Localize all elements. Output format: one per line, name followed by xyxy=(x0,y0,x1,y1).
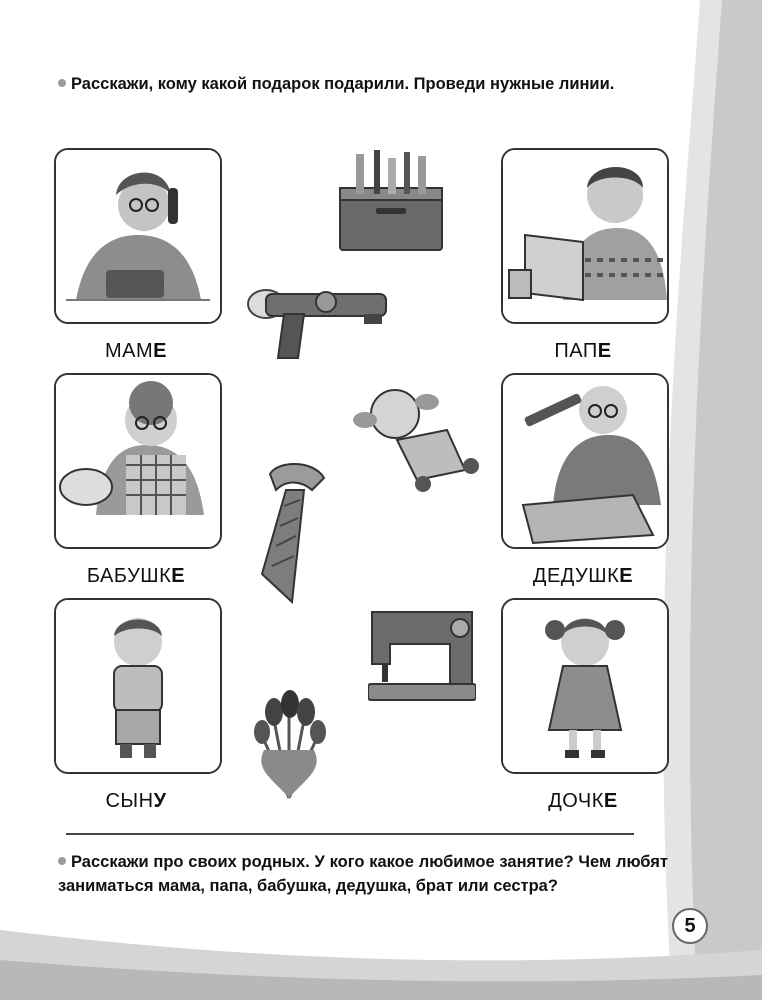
task-1-text: Расскажи, кому какой подарок подарили. Проведи нужные линии. xyxy=(71,75,615,93)
label-dad: ПАПЕ xyxy=(554,340,612,362)
grandmother-sewing-icon xyxy=(56,375,220,547)
label-grandfather: ДЕДУШКЕ xyxy=(532,565,634,587)
label-grandmother: БАБУШКЕ xyxy=(86,565,186,587)
mom-on-phone-icon xyxy=(56,150,220,322)
bullet-icon xyxy=(58,79,66,87)
bullet-icon xyxy=(58,857,66,865)
card-grandfather[interactable] xyxy=(501,373,669,549)
card-dad[interactable] xyxy=(501,148,669,324)
water-gun-icon[interactable] xyxy=(246,284,394,360)
label-son: СЫНУ xyxy=(105,790,167,812)
card-mom[interactable] xyxy=(54,148,222,324)
grandfather-woodwork-icon xyxy=(503,375,667,547)
label-daughter: ДОЧКЕ xyxy=(548,790,618,812)
tulips-icon[interactable] xyxy=(244,670,334,800)
sewing-machine-icon[interactable] xyxy=(368,608,476,702)
task-2-text: Расскажи про своих родных. У кого какое любимое занятие? Чем любят заниматься мама, папа, бабушка, дедушка, брат или сестра? xyxy=(58,853,668,895)
girl-icon xyxy=(503,600,667,772)
page-number: 5 xyxy=(672,908,708,944)
card-daughter[interactable] xyxy=(501,598,669,774)
section-divider xyxy=(66,833,634,835)
boy-icon xyxy=(56,600,220,772)
tie-icon[interactable] xyxy=(256,456,332,604)
task-instruction-1 xyxy=(58,72,668,96)
task-instruction-2 xyxy=(58,850,668,898)
card-grandmother[interactable] xyxy=(54,373,222,549)
dad-at-laptop-icon xyxy=(503,150,667,322)
card-son[interactable] xyxy=(54,598,222,774)
toolbox-icon[interactable] xyxy=(336,146,446,254)
doll-icon[interactable] xyxy=(347,380,483,498)
page-bottom-decoration xyxy=(0,910,762,1000)
label-mom: МАМЕ xyxy=(104,340,167,362)
